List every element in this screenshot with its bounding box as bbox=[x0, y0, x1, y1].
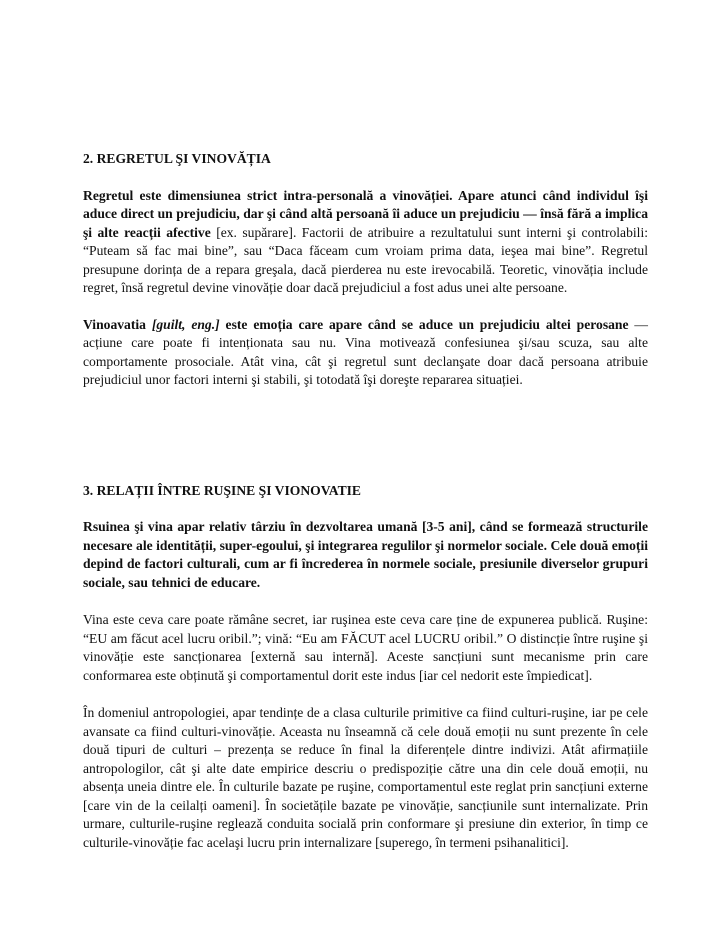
guilt-term-gloss: [guilt, eng.] bbox=[151, 316, 220, 332]
spacer bbox=[83, 500, 648, 518]
section-2-paragraph-1 bbox=[83, 187, 648, 298]
guilt-term: Vinoavatia bbox=[83, 316, 146, 332]
spacer bbox=[83, 685, 648, 704]
section-3-paragraph-1: Rsuinea şi vina apar relativ târziu în dezvoltarea umană [3-5 ani], când se formează structurile necesare ale identității, super-egoului, şi integrarea regulilor şi normelor sociale. Cele două emoții depind de factori culturali, cum ar fi încrederea în normele sociale, presiunile diverselor grupuri sociale, sau tehnici de educare. bbox=[83, 519, 648, 590]
spacer bbox=[83, 592, 648, 611]
spacer bbox=[83, 390, 648, 482]
section-3-heading: 3. RELAȚII ÎNTRE RUŞINE ŞI VIONOVATIE bbox=[83, 482, 362, 498]
guilt-definition-text: — acțiune care poate fi intenționata sau nu. Vina motivează confesiunea şi/sau scuza, sau alte comportamente prosociale. Atât vina, cât şi regretul sunt declanşate doar dacă persoana atribuie prejudiciul unor factori interni şi stabili, şi totodată îşi doreşte repararea situației. bbox=[83, 316, 648, 387]
regret-definition-bold: Regretul este dimensiunea strict intra-personală a vinovăției. Apare atunci când individul îşi aduce direct un prejudiciu, dar şi când altă persoană îi aduce un prejudiciu — însă fără a implica şi alte reacții afective bbox=[83, 187, 648, 240]
section-2-paragraph-2 bbox=[83, 316, 648, 390]
section-2-heading: 2. REGRETUL ŞI VINOVĂȚIA bbox=[83, 151, 271, 166]
guilt-definition-bold: este emoția care apare când se aduce un prejudiciu altei perosane bbox=[219, 316, 629, 332]
spacer bbox=[83, 298, 648, 316]
spacer bbox=[83, 169, 648, 187]
section-3-paragraph-3: În domeniul antropologiei, apar tendințe de a clasa culturile primitive ca fiind culturi-ruşine, iar pe cele avansate ca fiind culturi-vinovăție. Aceasta nu înseamnă că cele două emoții nu sunt prezente în cele două tipuri de culturi – prezența se reduce în final la diferențele dintre indivizi. Atât afirmațiile antropologilor, cât şi alte date empirice descriu o predispoziție către una din cele două emoții, nu absența uneia dintre ele. În culturile bazate pe ruşine, comportamentul este reglat prin sancțiuni externe [care vin de la ceilalți oameni]. În societățile bazate pe vinovăție, sancțiunile sunt internalizate. Prin urmare, culturile-ruşine reglează conduita socială prin conformare şi presiune din exterior, în timp ce culturile-vinovăție fac acelaşi lucru prin internalizare [superego, în termeni psihanalitici]. bbox=[83, 705, 648, 850]
section-3-paragraph-2: Vina este ceva care poate rămâne secret, iar ruşinea este ceva care ține de expunerea publică. Ruşine: “EU am făcut acel lucru oribil.”; vină: “Eu am FĂCUT acel LUCRU oribil.” O distincție între ruşine şi vinovăție este sancționarea [externă sau internă]. Aceste sancțiuni sunt mecanisme prin care conformarea este obținută şi comportamentul dorit este indus [iar cel nedorit este împiedicat]. bbox=[83, 612, 648, 683]
regret-definition-text: [ex. supărare]. Factorii de atribuire a rezultatului sunt interni şi controlabili: “Puteam să fac mai bine”, sau “Daca făceam cum vroiam prima data, ieşea mai bine”. Regretul presupune dorința de a repara greşala, dacă pierderea nu este irevocabilă. Teoretic, vinovăția include regret, însă regretul devine vinovăție doar dacă prejudiciul a fost adus unei alte persoane. bbox=[83, 224, 648, 295]
document-page bbox=[83, 150, 648, 852]
